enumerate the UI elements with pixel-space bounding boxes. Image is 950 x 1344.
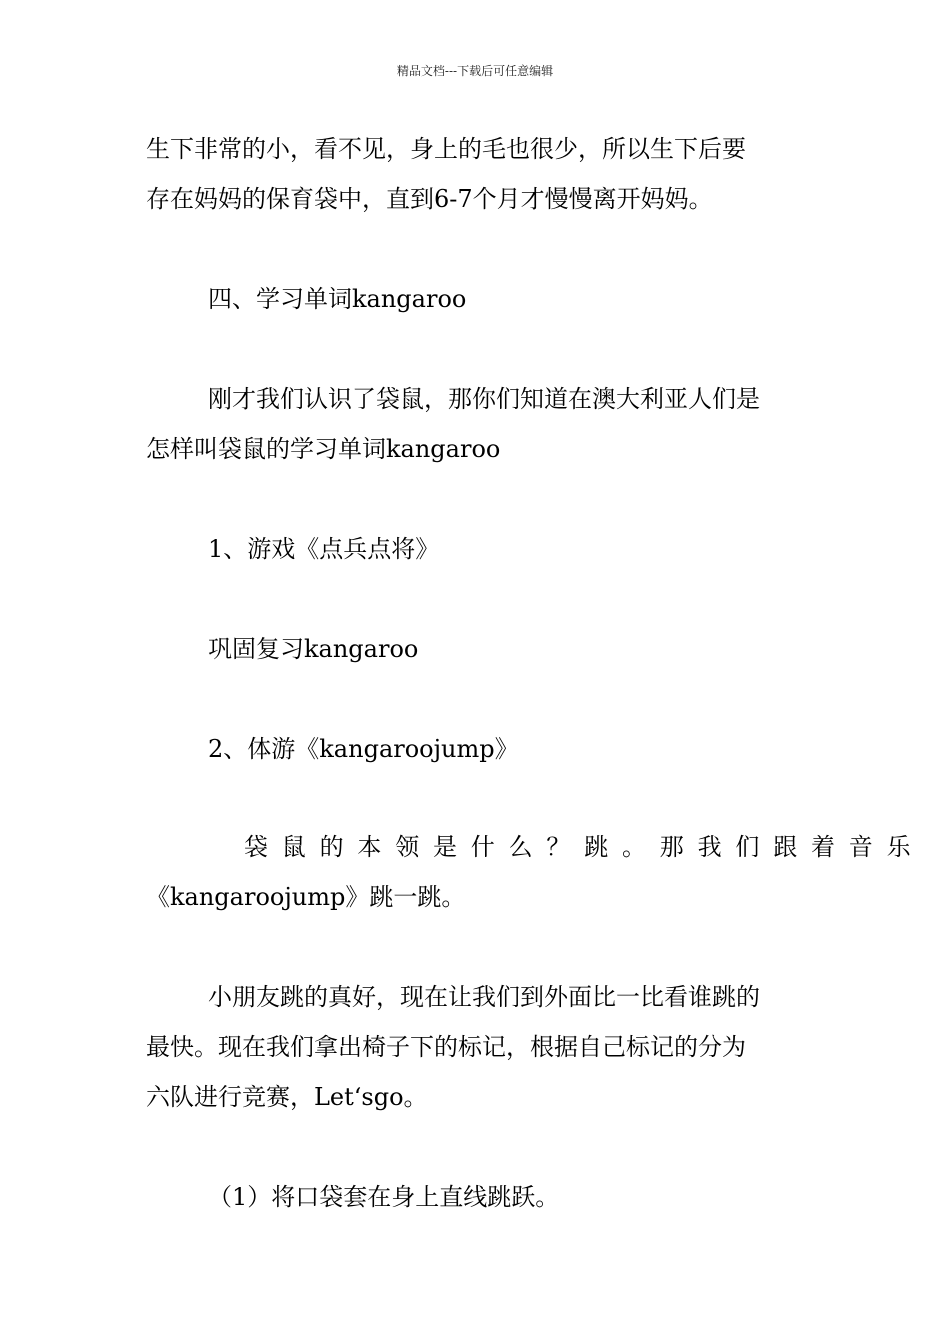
paragraph-line: 生下非常的小，看不见，身上的毛也很少，所以生下后要 bbox=[146, 135, 746, 163]
paragraph-line: 六队进行竞赛，Let‘sgo。 bbox=[146, 1083, 428, 1111]
paragraph-line: 《kangaroojump》跳一跳。 bbox=[146, 883, 466, 911]
paragraph-line: 怎样叫袋鼠的学习单词kangaroo bbox=[146, 435, 501, 463]
list-item: 2、体游《kangaroojump》 bbox=[208, 735, 519, 763]
paragraph-line: 存在妈妈的保育袋中，直到6-7个月才慢慢离开妈妈。 bbox=[146, 185, 713, 213]
page-header: 精品文档---下载后可任意编辑 bbox=[396, 64, 554, 78]
list-item: （1）将口袋套在身上直线跳跃。 bbox=[208, 1183, 560, 1211]
section-heading: 四、学习单词kangaroo bbox=[208, 285, 467, 313]
paragraph-line: 小朋友跳的真好，现在让我们到外面比一比看谁跳的 bbox=[208, 983, 760, 1011]
paragraph-line: 最快。现在我们拿出椅子下的标记，根据自己标记的分为 bbox=[146, 1033, 746, 1061]
list-item: 1、游戏《点兵点将》 bbox=[208, 535, 440, 563]
paragraph-line: 巩固复习kangaroo bbox=[208, 635, 419, 663]
paragraph-line: 袋鼠的本领是什么？跳。那我们跟着音乐 bbox=[244, 833, 925, 861]
paragraph-line: 刚才我们认识了袋鼠，那你们知道在澳大利亚人们是 bbox=[208, 385, 760, 413]
